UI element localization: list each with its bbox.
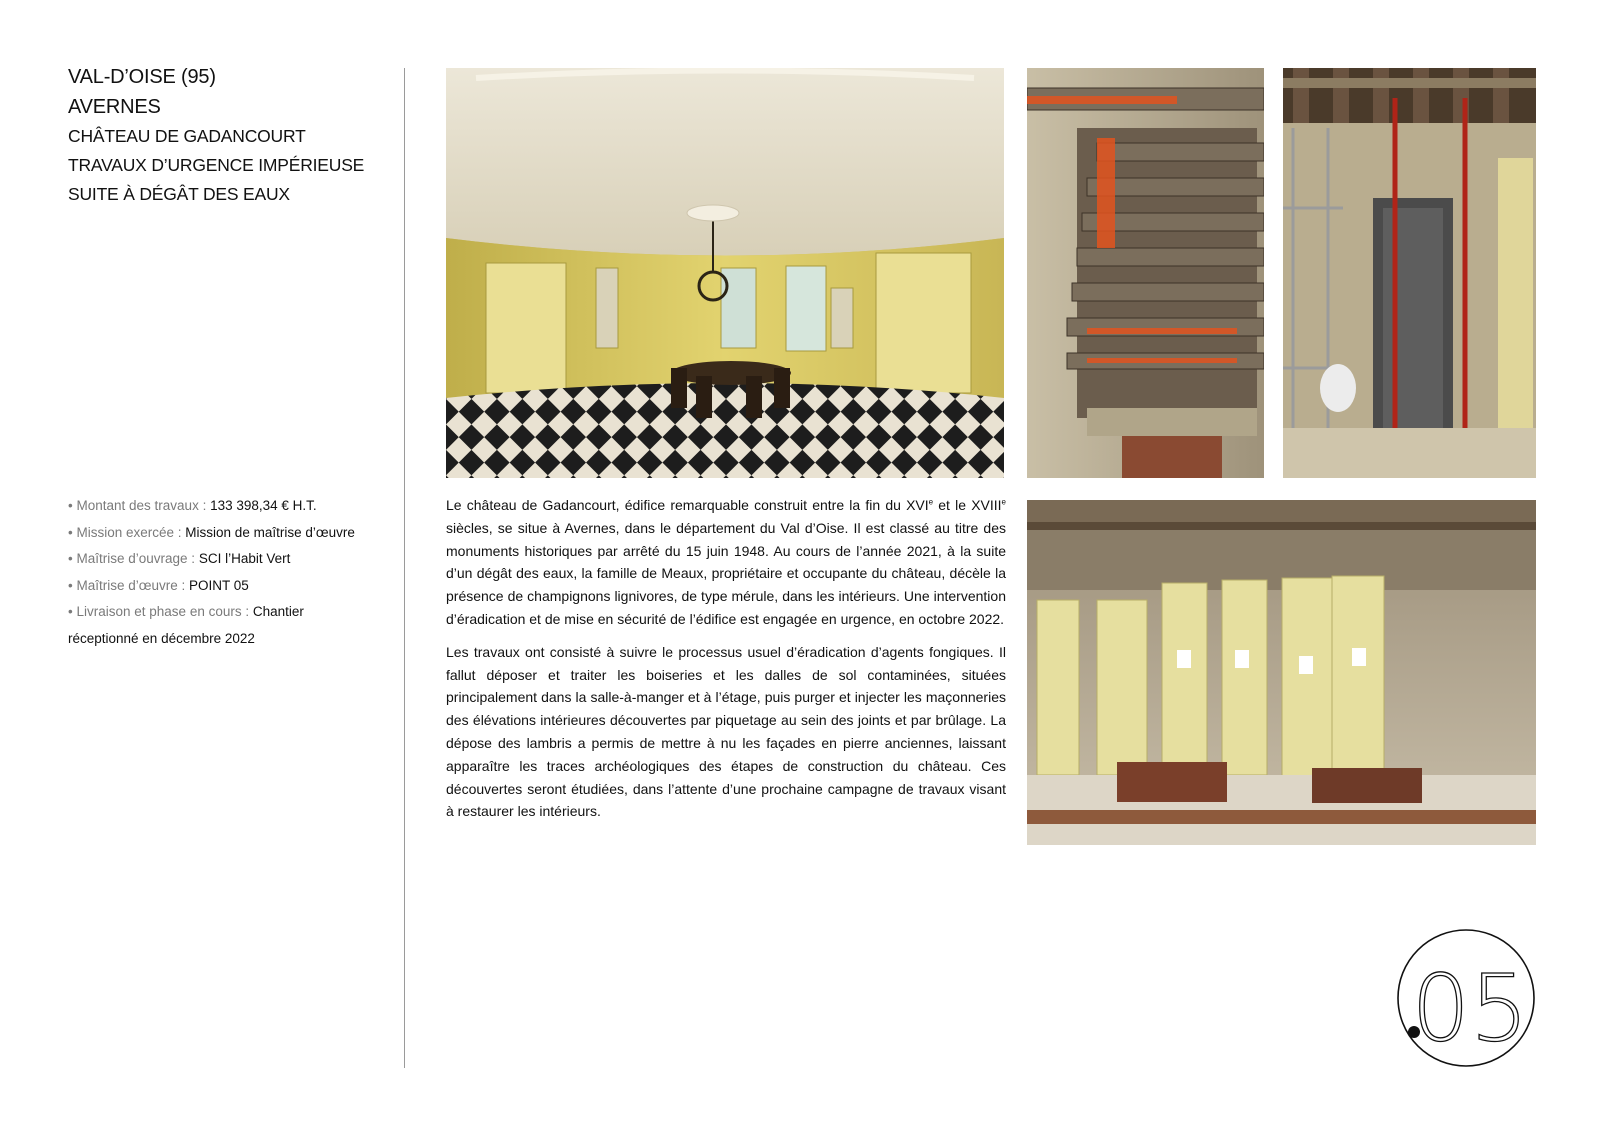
shoring-props-photo (1283, 68, 1536, 478)
bullet-icon: • (68, 604, 73, 619)
project-description (446, 494, 1006, 833)
town-title: AVERNES (68, 96, 161, 118)
works-title: TRAVAUX D’URGENCE IMPÉRIEUSE (68, 155, 365, 175)
detail-amount: • Montant des travaux : 133 398,34 € H.T. (68, 498, 317, 513)
region-title: VAL-D’OISE (95) (68, 66, 216, 88)
bullet-icon: • (68, 498, 73, 513)
svg-text:05: 05 (1411, 955, 1529, 1062)
site-title: CHÂTEAU DE GADANCOURT (68, 126, 306, 146)
detail-architect: • Maîtrise d’œuvre : POINT 05 (68, 577, 249, 593)
bullet-icon: • (68, 577, 73, 593)
detail-client: • Maîtrise d’ouvrage : SCI l’Habit Vert (68, 551, 291, 566)
logo-mark (1396, 928, 1536, 1068)
bullet-icon: • (68, 524, 73, 540)
point05-logo (1396, 928, 1536, 1068)
vertical-divider (404, 68, 405, 1068)
dining-room-photo (446, 68, 1004, 478)
description-paragraph: Le château de Gadancourt, édifice remarquable construit entre la fin du XVIe et le XVIIIe siècles, se situe à Avernes, dans le département du Val d’Oise. Il est classé au titre des monuments historiques par arrêté du 15 juin 1948. Au cours de l’année 2021, à la suite d’un dégât des eaux, la famille de Meaux, propriétaire et occupante du château, décèle la présence de champignons lignivores, de type mérule, dans les intérieurs. Une intervention d’éradication et de mise en sécurité de l’édifice est engagée en urgence, en octobre 2022. (446, 497, 1006, 627)
bullet-icon: • (68, 551, 73, 566)
stored-panels-photo (1027, 500, 1536, 845)
works-subtitle: SUITE À DÉGÂT DES EAUX (68, 184, 290, 204)
project-header (68, 62, 388, 209)
ceiling-beams-photo (1027, 68, 1264, 478)
detail-mission: • Mission exercée : Mission de maîtrise d’œuvre (68, 524, 355, 540)
project-details (68, 493, 378, 652)
description-paragraph: Les travaux ont consisté à suivre le processus usuel d’éradication d’agents fongiques. Il fallut déposer et traiter les boiseries et les dalles de sol contaminées, situées principalement dans la salle-à-manger et à l’étage, puis purger et injecter les maçonneries des élévations intérieures découvertes par piquetage au sein des joints et par brûlage. La dépose des lambris a permis de mettre à nu les façades en pierre anciennes, laissant apparaître les traces archéologiques des étapes de construction du château. Ces découvertes seront étudiées, dans l’attente d’une prochaine campagne de travaux visant à restaurer les intérieurs. (446, 643, 1006, 820)
detail-delivery: • Livraison et phase en cours : Chantier réceptionné en décembre 2022 (68, 604, 304, 646)
